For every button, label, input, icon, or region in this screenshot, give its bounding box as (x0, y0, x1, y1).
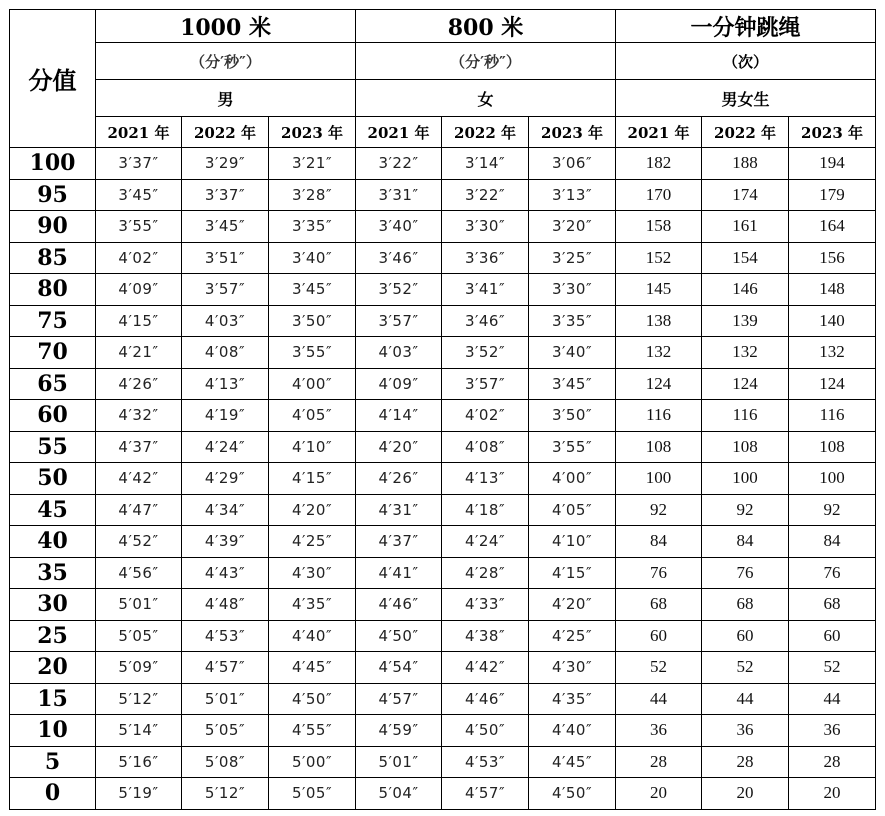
time-1000m-cell: 4′32″ (96, 400, 182, 432)
table-row (10, 589, 876, 621)
rope-count-cell: 124 (789, 368, 876, 400)
rope-count-cell: 132 (616, 337, 702, 369)
score-cell: 70 (10, 337, 96, 369)
score-cell: 100 (10, 148, 96, 180)
year-header: 2023 年 (269, 117, 356, 148)
rope-count-cell: 116 (616, 400, 702, 432)
time-800m-cell: 3′25″ (529, 242, 616, 274)
time-800m-cell: 4′26″ (356, 463, 442, 495)
time-1000m-cell: 5′16″ (96, 746, 182, 778)
rope-count-cell: 116 (702, 400, 789, 432)
event-unit-800m: （分′秒″） (356, 43, 616, 80)
year-header: 2022 年 (182, 117, 269, 148)
time-800m-cell: 4′46″ (442, 683, 529, 715)
time-1000m-cell: 4′10″ (269, 431, 356, 463)
rope-count-cell: 76 (702, 557, 789, 589)
table-header (10, 10, 876, 148)
rope-count-cell: 182 (616, 148, 702, 180)
time-1000m-cell: 4′48″ (182, 589, 269, 621)
time-800m-cell: 4′20″ (529, 589, 616, 621)
rope-count-cell: 108 (616, 431, 702, 463)
rope-count-cell: 124 (616, 368, 702, 400)
time-1000m-cell: 5′05″ (182, 715, 269, 747)
time-800m-cell: 4′30″ (529, 652, 616, 684)
event-gender-800m: 女 (356, 80, 616, 117)
time-800m-cell: 3′35″ (529, 305, 616, 337)
time-1000m-cell: 4′45″ (269, 652, 356, 684)
time-1000m-cell: 4′02″ (96, 242, 182, 274)
time-800m-cell: 3′41″ (442, 274, 529, 306)
rope-count-cell: 68 (616, 589, 702, 621)
event-title-1000m: 1000 米 (96, 10, 356, 43)
score-cell: 10 (10, 715, 96, 747)
time-1000m-cell: 3′21″ (269, 148, 356, 180)
time-800m-cell: 4′57″ (442, 778, 529, 810)
table-row (10, 683, 876, 715)
time-1000m-cell: 4′26″ (96, 368, 182, 400)
time-800m-cell: 4′59″ (356, 715, 442, 747)
rope-count-cell: 36 (702, 715, 789, 747)
score-cell: 35 (10, 557, 96, 589)
time-1000m-cell: 4′52″ (96, 526, 182, 558)
event-title-rope: 一分钟跳绳 (616, 10, 876, 43)
time-800m-cell: 3′06″ (529, 148, 616, 180)
rope-count-cell: 84 (702, 526, 789, 558)
time-1000m-cell: 3′37″ (96, 148, 182, 180)
score-cell: 90 (10, 211, 96, 243)
time-1000m-cell: 4′25″ (269, 526, 356, 558)
rope-count-cell: 164 (789, 211, 876, 243)
score-cell: 20 (10, 652, 96, 684)
time-800m-cell: 4′24″ (442, 526, 529, 558)
time-800m-cell: 3′22″ (442, 179, 529, 211)
time-800m-cell: 3′30″ (442, 211, 529, 243)
score-cell: 50 (10, 463, 96, 495)
time-800m-cell: 3′36″ (442, 242, 529, 274)
table-row (10, 778, 876, 810)
score-cell: 25 (10, 620, 96, 652)
time-800m-cell: 4′08″ (442, 431, 529, 463)
rope-count-cell: 36 (616, 715, 702, 747)
score-cell: 0 (10, 778, 96, 810)
time-1000m-cell: 3′40″ (269, 242, 356, 274)
rope-count-cell: 44 (616, 683, 702, 715)
rope-count-cell: 145 (616, 274, 702, 306)
time-1000m-cell: 3′45″ (182, 211, 269, 243)
time-800m-cell: 4′50″ (442, 715, 529, 747)
time-1000m-cell: 5′05″ (96, 620, 182, 652)
table-row (10, 305, 876, 337)
time-1000m-cell: 4′08″ (182, 337, 269, 369)
time-1000m-cell: 5′19″ (96, 778, 182, 810)
score-cell: 40 (10, 526, 96, 558)
time-1000m-cell: 3′55″ (96, 211, 182, 243)
table-row (10, 620, 876, 652)
rope-count-cell: 174 (702, 179, 789, 211)
time-1000m-cell: 4′29″ (182, 463, 269, 495)
rope-count-cell: 170 (616, 179, 702, 211)
score-cell: 30 (10, 589, 96, 621)
rope-count-cell: 100 (702, 463, 789, 495)
time-800m-cell: 4′38″ (442, 620, 529, 652)
time-1000m-cell: 3′50″ (269, 305, 356, 337)
time-1000m-cell: 5′14″ (96, 715, 182, 747)
rope-count-cell: 100 (616, 463, 702, 495)
time-1000m-cell: 5′05″ (269, 778, 356, 810)
table-row (10, 274, 876, 306)
score-cell: 65 (10, 368, 96, 400)
rope-count-cell: 146 (702, 274, 789, 306)
rope-count-cell: 92 (616, 494, 702, 526)
time-1000m-cell: 4′35″ (269, 589, 356, 621)
rope-count-cell: 20 (616, 778, 702, 810)
time-800m-cell: 4′13″ (442, 463, 529, 495)
table-row (10, 368, 876, 400)
time-1000m-cell: 4′39″ (182, 526, 269, 558)
time-1000m-cell: 4′53″ (182, 620, 269, 652)
rope-count-cell: 100 (789, 463, 876, 495)
time-800m-cell: 4′02″ (442, 400, 529, 432)
time-800m-cell: 4′25″ (529, 620, 616, 652)
time-1000m-cell: 3′45″ (96, 179, 182, 211)
time-800m-cell: 4′18″ (442, 494, 529, 526)
scoring-table (9, 9, 876, 810)
table-row (10, 179, 876, 211)
table-row (10, 526, 876, 558)
time-800m-cell: 3′52″ (356, 274, 442, 306)
time-1000m-cell: 4′15″ (96, 305, 182, 337)
year-header-row (10, 117, 876, 148)
rope-count-cell: 36 (789, 715, 876, 747)
table-row (10, 211, 876, 243)
event-title-800m: 800 米 (356, 10, 616, 43)
time-800m-cell: 4′50″ (529, 778, 616, 810)
rope-count-cell: 124 (702, 368, 789, 400)
rope-count-cell: 108 (789, 431, 876, 463)
rope-count-cell: 156 (789, 242, 876, 274)
time-1000m-cell: 5′09″ (96, 652, 182, 684)
score-column-header: 分值 (10, 10, 96, 148)
year-header: 2021 年 (96, 117, 182, 148)
time-800m-cell: 4′00″ (529, 463, 616, 495)
rope-count-cell: 60 (702, 620, 789, 652)
time-1000m-cell: 4′00″ (269, 368, 356, 400)
rope-count-cell: 84 (616, 526, 702, 558)
table-body (10, 148, 876, 810)
score-cell: 5 (10, 746, 96, 778)
rope-count-cell: 20 (702, 778, 789, 810)
time-1000m-cell: 3′28″ (269, 179, 356, 211)
score-cell: 15 (10, 683, 96, 715)
time-800m-cell: 3′31″ (356, 179, 442, 211)
time-1000m-cell: 5′12″ (182, 778, 269, 810)
year-header: 2021 年 (356, 117, 442, 148)
table-row (10, 494, 876, 526)
score-cell: 80 (10, 274, 96, 306)
year-header: 2021 年 (616, 117, 702, 148)
time-800m-cell: 4′57″ (356, 683, 442, 715)
table-row (10, 337, 876, 369)
rope-count-cell: 68 (789, 589, 876, 621)
year-header: 2022 年 (702, 117, 789, 148)
table-row (10, 148, 876, 180)
time-1000m-cell: 4′24″ (182, 431, 269, 463)
table-row (10, 746, 876, 778)
time-800m-cell: 4′35″ (529, 683, 616, 715)
rope-count-cell: 179 (789, 179, 876, 211)
time-1000m-cell: 4′42″ (96, 463, 182, 495)
time-800m-cell: 4′46″ (356, 589, 442, 621)
rope-count-cell: 28 (616, 746, 702, 778)
time-800m-cell: 3′50″ (529, 400, 616, 432)
time-800m-cell: 5′04″ (356, 778, 442, 810)
rope-count-cell: 28 (702, 746, 789, 778)
time-1000m-cell: 5′08″ (182, 746, 269, 778)
rope-count-cell: 139 (702, 305, 789, 337)
time-1000m-cell: 4′13″ (182, 368, 269, 400)
time-800m-cell: 4′20″ (356, 431, 442, 463)
year-header: 2022 年 (442, 117, 529, 148)
table-row (10, 431, 876, 463)
rope-count-cell: 76 (616, 557, 702, 589)
time-800m-cell: 4′40″ (529, 715, 616, 747)
score-cell: 95 (10, 179, 96, 211)
time-800m-cell: 5′01″ (356, 746, 442, 778)
time-800m-cell: 4′41″ (356, 557, 442, 589)
table-row (10, 463, 876, 495)
time-1000m-cell: 5′01″ (96, 589, 182, 621)
time-800m-cell: 3′46″ (442, 305, 529, 337)
score-cell: 55 (10, 431, 96, 463)
time-1000m-cell: 4′43″ (182, 557, 269, 589)
rope-count-cell: 92 (789, 494, 876, 526)
time-800m-cell: 4′42″ (442, 652, 529, 684)
time-800m-cell: 4′28″ (442, 557, 529, 589)
time-800m-cell: 4′03″ (356, 337, 442, 369)
time-1000m-cell: 4′50″ (269, 683, 356, 715)
rope-count-cell: 188 (702, 148, 789, 180)
time-1000m-cell: 4′30″ (269, 557, 356, 589)
time-800m-cell: 4′50″ (356, 620, 442, 652)
time-1000m-cell: 3′37″ (182, 179, 269, 211)
time-1000m-cell: 4′19″ (182, 400, 269, 432)
time-800m-cell: 3′40″ (529, 337, 616, 369)
time-1000m-cell: 4′05″ (269, 400, 356, 432)
time-800m-cell: 4′31″ (356, 494, 442, 526)
event-unit-rope: （次） (616, 43, 876, 80)
time-800m-cell: 4′45″ (529, 746, 616, 778)
table-row (10, 715, 876, 747)
rope-count-cell: 44 (702, 683, 789, 715)
time-1000m-cell: 4′57″ (182, 652, 269, 684)
time-800m-cell: 3′52″ (442, 337, 529, 369)
time-1000m-cell: 3′55″ (269, 337, 356, 369)
score-cell: 85 (10, 242, 96, 274)
rope-count-cell: 68 (702, 589, 789, 621)
time-800m-cell: 3′57″ (442, 368, 529, 400)
rope-count-cell: 92 (702, 494, 789, 526)
rope-count-cell: 161 (702, 211, 789, 243)
time-1000m-cell: 4′34″ (182, 494, 269, 526)
time-1000m-cell: 4′21″ (96, 337, 182, 369)
score-cell: 45 (10, 494, 96, 526)
time-1000m-cell: 4′37″ (96, 431, 182, 463)
time-800m-cell: 3′22″ (356, 148, 442, 180)
rope-count-cell: 152 (616, 242, 702, 274)
event-gender-1000m: 男 (96, 80, 356, 117)
rope-count-cell: 194 (789, 148, 876, 180)
time-1000m-cell: 4′56″ (96, 557, 182, 589)
score-cell: 60 (10, 400, 96, 432)
time-1000m-cell: 3′29″ (182, 148, 269, 180)
time-1000m-cell: 4′03″ (182, 305, 269, 337)
time-800m-cell: 3′45″ (529, 368, 616, 400)
table-row (10, 400, 876, 432)
time-800m-cell: 3′20″ (529, 211, 616, 243)
time-1000m-cell: 4′40″ (269, 620, 356, 652)
time-800m-cell: 4′53″ (442, 746, 529, 778)
time-1000m-cell: 5′00″ (269, 746, 356, 778)
time-800m-cell: 3′46″ (356, 242, 442, 274)
table-row (10, 242, 876, 274)
rope-count-cell: 154 (702, 242, 789, 274)
time-800m-cell: 3′55″ (529, 431, 616, 463)
time-1000m-cell: 3′57″ (182, 274, 269, 306)
time-800m-cell: 3′57″ (356, 305, 442, 337)
rope-count-cell: 44 (789, 683, 876, 715)
time-1000m-cell: 4′47″ (96, 494, 182, 526)
rope-count-cell: 52 (702, 652, 789, 684)
table-row (10, 652, 876, 684)
time-800m-cell: 3′13″ (529, 179, 616, 211)
rope-count-cell: 132 (789, 337, 876, 369)
rope-count-cell: 28 (789, 746, 876, 778)
time-1000m-cell: 4′15″ (269, 463, 356, 495)
rope-count-cell: 116 (789, 400, 876, 432)
rope-count-cell: 20 (789, 778, 876, 810)
time-1000m-cell: 4′20″ (269, 494, 356, 526)
time-1000m-cell: 3′51″ (182, 242, 269, 274)
rope-count-cell: 148 (789, 274, 876, 306)
time-1000m-cell: 4′55″ (269, 715, 356, 747)
rope-count-cell: 84 (789, 526, 876, 558)
time-1000m-cell: 3′35″ (269, 211, 356, 243)
event-gender-rope: 男女生 (616, 80, 876, 117)
table-row (10, 557, 876, 589)
time-800m-cell: 4′15″ (529, 557, 616, 589)
time-800m-cell: 4′33″ (442, 589, 529, 621)
rope-count-cell: 108 (702, 431, 789, 463)
rope-count-cell: 140 (789, 305, 876, 337)
time-800m-cell: 3′14″ (442, 148, 529, 180)
time-1000m-cell: 4′09″ (96, 274, 182, 306)
rope-count-cell: 76 (789, 557, 876, 589)
time-1000m-cell: 3′45″ (269, 274, 356, 306)
time-800m-cell: 4′54″ (356, 652, 442, 684)
score-cell: 75 (10, 305, 96, 337)
event-unit-1000m: （分′秒″） (96, 43, 356, 80)
time-800m-cell: 3′30″ (529, 274, 616, 306)
time-1000m-cell: 5′12″ (96, 683, 182, 715)
rope-count-cell: 60 (616, 620, 702, 652)
rope-count-cell: 60 (789, 620, 876, 652)
rope-count-cell: 52 (789, 652, 876, 684)
time-800m-cell: 4′10″ (529, 526, 616, 558)
time-800m-cell: 4′37″ (356, 526, 442, 558)
time-800m-cell: 3′40″ (356, 211, 442, 243)
year-header: 2023 年 (789, 117, 876, 148)
time-1000m-cell: 5′01″ (182, 683, 269, 715)
time-800m-cell: 4′05″ (529, 494, 616, 526)
time-800m-cell: 4′14″ (356, 400, 442, 432)
rope-count-cell: 52 (616, 652, 702, 684)
rope-count-cell: 158 (616, 211, 702, 243)
rope-count-cell: 132 (702, 337, 789, 369)
year-header: 2023 年 (529, 117, 616, 148)
rope-count-cell: 138 (616, 305, 702, 337)
time-800m-cell: 4′09″ (356, 368, 442, 400)
